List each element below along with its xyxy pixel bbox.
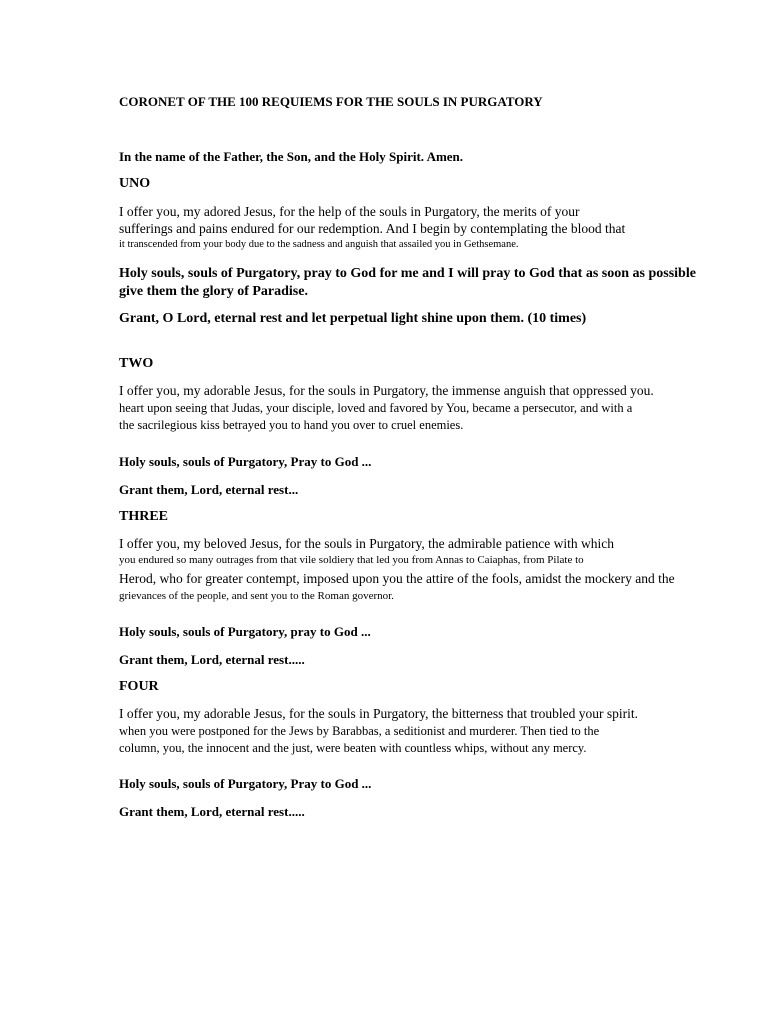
section-heading-two: TWO	[119, 356, 154, 371]
offering-line: I offer you, my beloved Jesus, for the souls in Purgatory, the admirable patience with which	[119, 536, 615, 551]
section-heading-uno: UNO	[119, 176, 151, 191]
offering-line: I offer you, my adorable Jesus, for the souls in Purgatory, the bitterness that troubled your spirit.	[119, 706, 639, 721]
prayer-line: Holy souls, souls of Purgatory, pray to God ...	[119, 624, 371, 639]
offering-line: grievances of the people, and sent you to the Roman governor.	[119, 590, 394, 602]
section-heading-three: THREE	[119, 509, 169, 524]
rest-line: Grant them, Lord, eternal rest...	[119, 482, 299, 497]
rest-line: Grant them, Lord, eternal rest.....	[119, 652, 305, 667]
offering-line: column, you, the innocent and the just, were beaten with countless whips, without any mercy.	[119, 741, 587, 755]
rest-line: Grant, O Lord, eternal rest and let perpetual light shine upon them. (10 times)	[119, 311, 587, 326]
prayer-line: give them the glory of Paradise.	[119, 284, 308, 299]
offering-line: you endured so many outrages from that vile soldiery that led you from Annas to Caiaphas, from Pilate to	[119, 554, 584, 566]
prayer-line: Holy souls, souls of Purgatory, pray to God for me and I will pray to God that as soon as possible	[119, 266, 696, 281]
prayer-line: Holy souls, souls of Purgatory, Pray to God ...	[119, 454, 372, 469]
invocation: In the name of the Father, the Son, and the Holy Spirit. Amen.	[119, 149, 464, 164]
offering-line: sufferings and pains endured for our redemption. And I begin by contemplating the blood that	[119, 221, 626, 236]
rest-line: Grant them, Lord, eternal rest.....	[119, 804, 305, 819]
offering-line: the sacrilegious kiss betrayed you to hand you over to cruel enemies.	[119, 418, 464, 432]
offering-line: I offer you, my adorable Jesus, for the souls in Purgatory, the immense anguish that oppressed you.	[119, 383, 654, 398]
offering-line: Herod, who for greater contempt, imposed upon you the attire of the fools, amidst the mockery and the	[119, 571, 675, 586]
offering-line: I offer you, my adored Jesus, for the help of the souls in Purgatory, the merits of your	[119, 204, 580, 219]
offering-line: heart upon seeing that Judas, your disciple, loved and favored by You, became a persecutor, and with a	[119, 401, 633, 415]
section-heading-four: FOUR	[119, 679, 159, 694]
offering-line: when you were postponed for the Jews by Barabbas, a seditionist and murderer. Then tied to the	[119, 724, 600, 738]
offering-line: it transcended from your body due to the sadness and anguish that assailed you in Gethsemane.	[119, 239, 519, 250]
prayer-line: Holy souls, souls of Purgatory, Pray to God ...	[119, 776, 372, 791]
document-title: CORONET OF THE 100 REQUIEMS FOR THE SOULS IN PURGATORY	[119, 94, 543, 109]
